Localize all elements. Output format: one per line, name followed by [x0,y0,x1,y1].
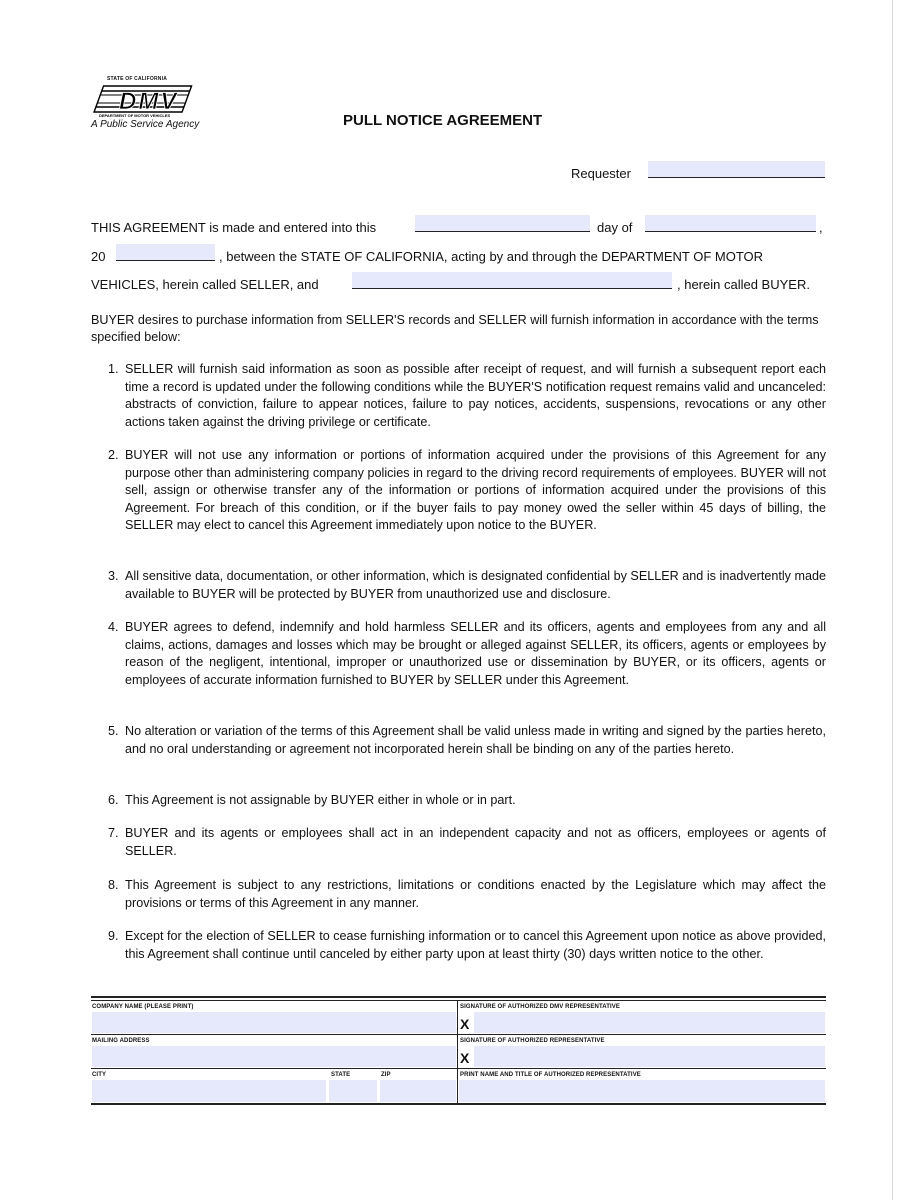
agreement-line2-a: 20 [91,249,106,264]
clause-text: This Agreement is subject to any restrictions, limitations or conditions enacted by the Legislature which may affect the provisions or terms of this Agreement in any manner. [125,878,826,910]
logo-small-top: STATE OF CALIFORNIA [107,76,167,82]
clause-number: 7. [108,826,119,840]
city-label: CITY [92,1072,107,1078]
clause-text: BUYER will not use any information or portions of information acquired under the provisions of this Agreement for any purpose other than administering company policies in regard to the driving record requirements of employees. BUYER will not sell, assign or otherwise transfer any of the information or portions of information acquired under the provisions of this Agreement. For breach of this condition, or if the buyer fails to pay money owed the seller within 45 days of billing, the SELLER may elect to cancel this Agreement immediately upon notice to the BUYER. [125,448,826,532]
rep-signature-x: X [460,1050,470,1066]
table-bottom-rule [91,1103,826,1105]
agreement-line1-c: , [819,220,823,235]
zip-label: ZIP [381,1072,391,1078]
dmv-logo [91,76,221,136]
clause-number: 8. [108,878,119,892]
clause-number: 3. [108,569,119,583]
clause-text: BUYER and its agents or employees shall act in an independent capacity and not as officers, employees or agents of SELLER. [125,826,826,858]
table-top-rule-2 [91,1000,826,1001]
page-title: PULL NOTICE AGREEMENT [343,112,543,129]
table-divider [457,1000,458,1104]
agreement-day-field[interactable] [415,215,590,232]
agreement-line3-b: , herein called BUYER. [677,277,810,292]
state-input[interactable] [329,1080,377,1102]
dmv-signature-x: X [460,1016,470,1032]
clause-number: 4. [108,620,119,634]
buyer-name-field[interactable] [352,272,672,289]
dmv-signature-input[interactable] [474,1012,825,1033]
clause-text: All sensitive data, documentation, or other information, which is designated confidential by SELLER and is inadvertently made available to BUYER will be protected by BUYER from unauthorized use and disclosure. [125,569,826,601]
agreement-line1-a: THIS AGREEMENT is made and entered into this [91,220,377,235]
rep-signature-input[interactable] [474,1046,825,1067]
clause-text: This Agreement is not assignable by BUYER either in whole or in part. [125,793,516,807]
clause-text: SELLER will furnish said information as soon as possible after receipt of request, and will furnish a subsequent report each time a record is updated under the following conditions while the BUYER'S notification request remains valid and uncanceled: abstracts of conviction, failure to appear notices, failure to pay notices, accidents, suspensions, revocations or any other actions taken against the driving privilege or certificate. [125,362,826,429]
svg-text:DEPARTMENT OF MOTOR VEHICLES: DEPARTMENT OF MOTOR VEHICLES [99,113,171,118]
clause-text: No alteration or variation of the terms of this Agreement shall be valid unless made in writing and signed by the parties hereto, and no oral understanding or agreement not incorporated herein shall be binding on any of the parties hereto. [125,724,826,756]
table-row-rule-1 [91,1034,826,1035]
dmv-logo-icon [91,82,195,118]
tagline: A Public Service Agency [91,119,200,130]
city-input[interactable] [92,1080,326,1102]
requester-label: Requester [571,166,631,181]
dmv-signature-label: SIGNATURE OF AUTHORIZED DMV REPRESENTATIVE [460,1004,620,1010]
agreement-year-field[interactable] [116,244,215,261]
agreement-line1-b: day of [597,220,633,235]
clause-text: Except for the election of SELLER to cease furnishing information or to cancel this Agreement upon notice as above provided, this Agreement shall continue until canceled by either party upon at least thirty (30) days written notice to the other. [125,929,826,961]
clause-number: 5. [108,724,119,738]
rep-signature-label: SIGNATURE OF AUTHORIZED REPRESENTATIVE [460,1038,605,1044]
company-name-label: COMPANY NAME (PLEASE PRINT) [92,1004,194,1010]
agreement-month-field[interactable] [645,215,816,232]
zip-input[interactable] [380,1080,456,1102]
mailing-address-label: MAILING ADDRESS [92,1038,150,1044]
table-top-rule [91,996,826,998]
table-row-rule-2 [91,1068,826,1069]
requester-field[interactable] [648,161,825,178]
print-name-input[interactable] [459,1080,825,1102]
intro-paragraph: BUYER desires to purchase information from SELLER'S records and SELLER will furnish information in accordance with the terms specified below: [91,313,819,344]
signature-table [91,996,826,1106]
mailing-address-input[interactable] [92,1046,456,1067]
logo-letters: DMV [119,88,179,115]
company-name-input[interactable] [92,1012,456,1033]
clause-number: 2. [108,448,119,462]
clause-text: BUYER agrees to defend, indemnify and hold harmless SELLER and its officers, agents and employees from any and all claims, actions, damages and losses which may be brought or alleged against SELLER, its officers, agents or employees by reason of the negligent, intentional, improper or unauthorized use or dissemination by BUYER, or its officers, agents or employees of accurate information furnished to BUYER by SELLER under this Agreement. [125,620,826,687]
agreement-line3-a: VEHICLES, herein called SELLER, and [91,277,319,292]
state-label: STATE [331,1072,351,1078]
agreement-line2-b: , between the STATE OF CALIFORNIA, acting by and through the DEPARTMENT OF MOTOR [219,249,764,264]
clause-number: 9. [108,929,119,943]
clause-number: 1. [108,362,119,376]
print-name-label: PRINT NAME AND TITLE OF AUTHORIZED REPRESENTATIVE [460,1072,641,1078]
clause-number: 6. [108,793,119,807]
